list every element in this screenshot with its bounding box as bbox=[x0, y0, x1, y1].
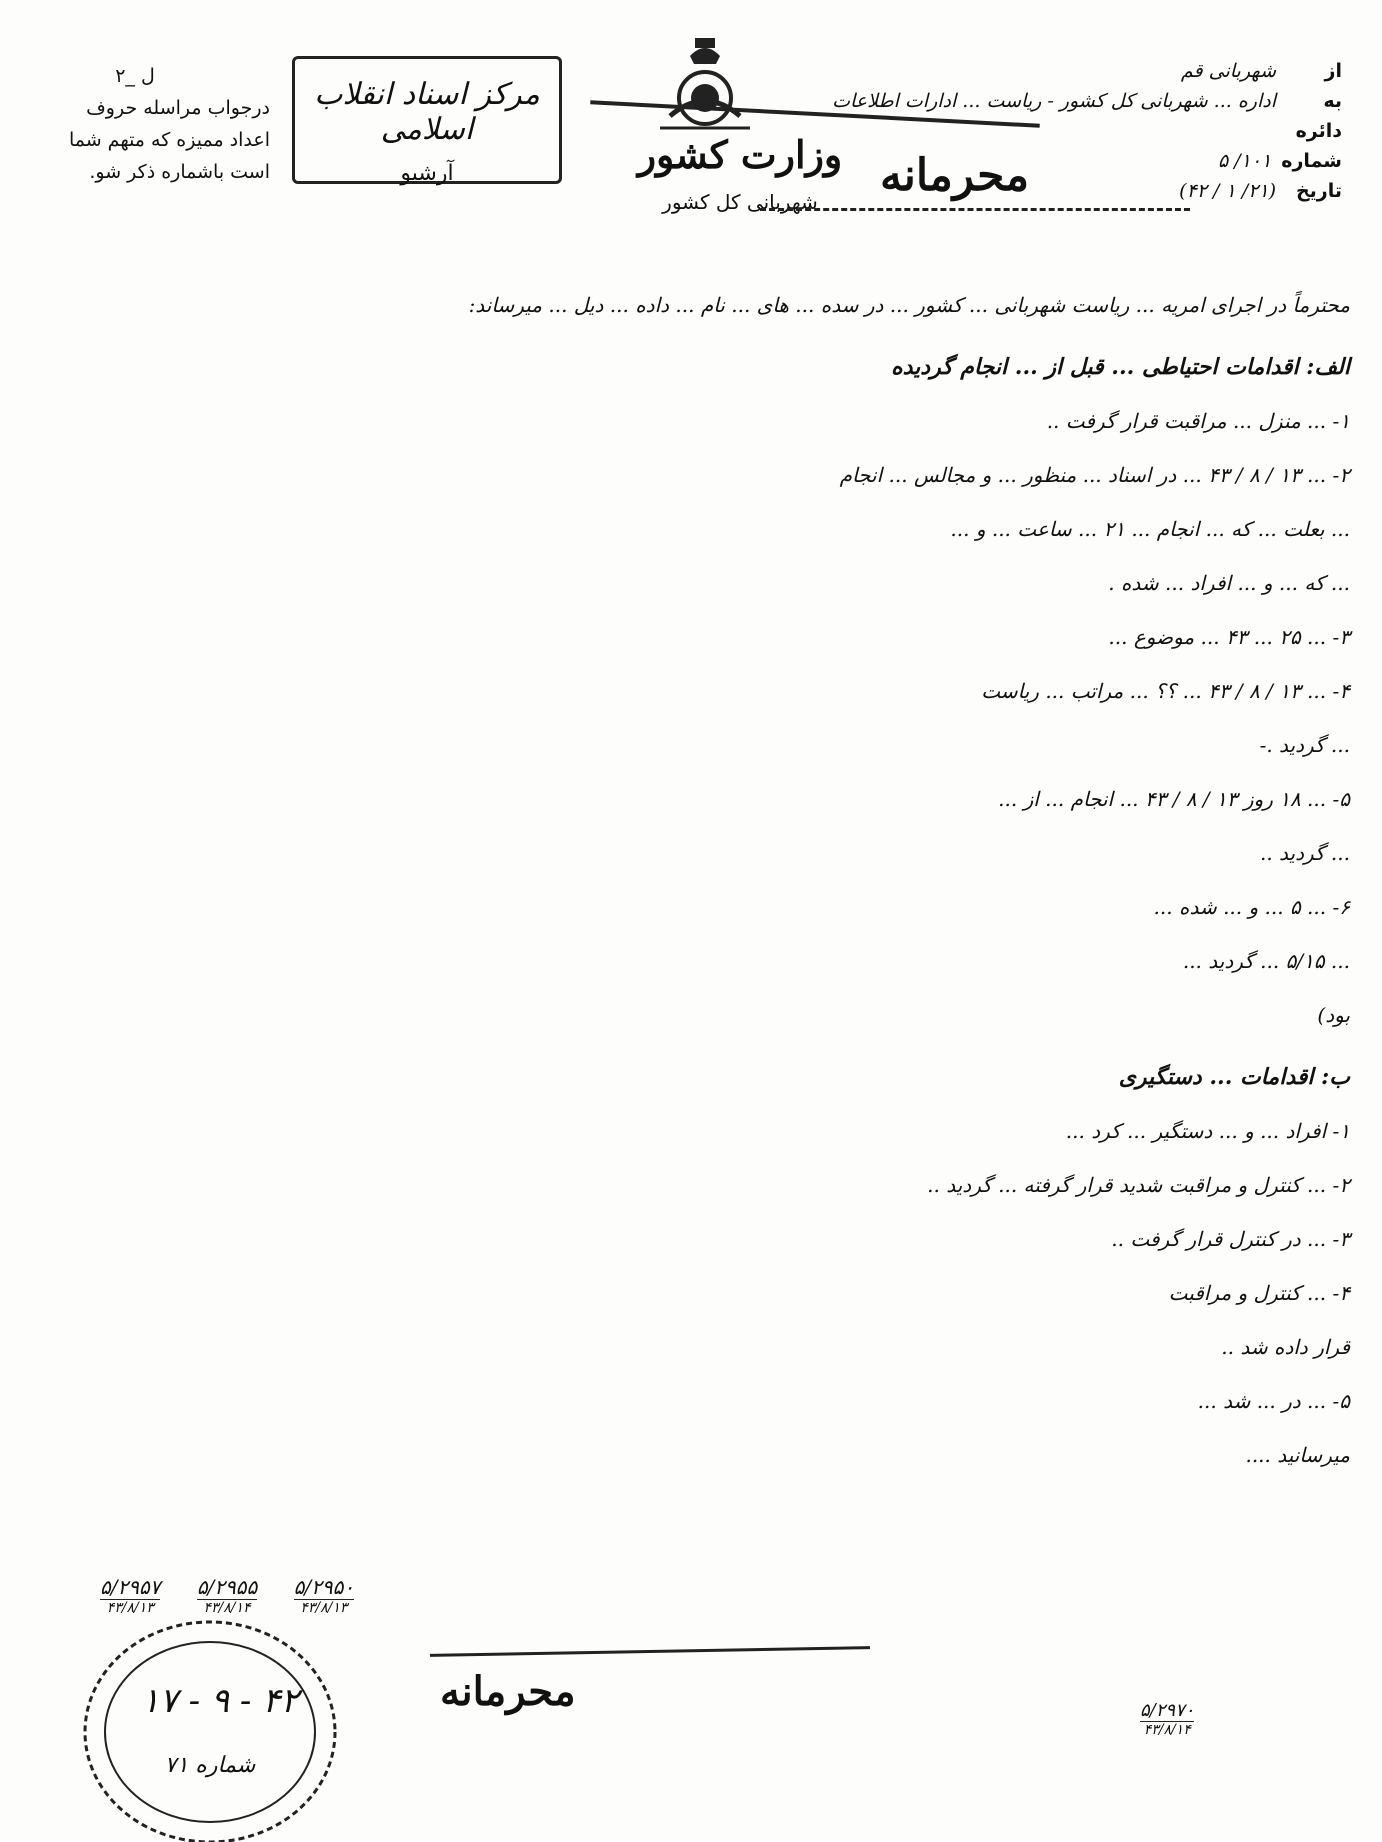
reference-date: ۴۳/۸/۱۴ bbox=[1140, 1721, 1194, 1738]
office-row bbox=[822, 116, 1342, 146]
reference-number: ۵/۲۹۵۰ bbox=[293, 1575, 355, 1599]
section-b-item: ۵- ... در ... شد ... bbox=[1197, 1389, 1350, 1413]
round-stamp-line2: شماره ۷۱ bbox=[164, 1753, 256, 1778]
reference-number: ۵/۲۹۷۰ bbox=[1140, 1700, 1195, 1721]
classification-top: محرمانه bbox=[880, 150, 1030, 201]
reference-number: ۵/۲۹۵۵ bbox=[196, 1575, 258, 1599]
to-row bbox=[822, 86, 1342, 116]
section-b-item: ۲- ... کنترل و مراقبت شدید قرار گرفته ... گردید .. bbox=[927, 1173, 1350, 1197]
lion-and-sun-emblem-icon bbox=[650, 36, 760, 136]
ministry-title: وزارت کشور bbox=[637, 132, 843, 177]
date-value: (۲۱/ ۱ / ۴۲) bbox=[1179, 180, 1276, 202]
archive-stamp-line1: مرکز اسناد انقلاب اسلامی bbox=[314, 77, 540, 147]
reply-instructions bbox=[40, 60, 270, 188]
section-a-item: ... که ... و ... افراد ... شده . bbox=[1108, 571, 1350, 595]
to-value: اداره ... شهربانی کل کشور - ریاست ... ادارات اطلاعات bbox=[832, 90, 1276, 112]
section-a-item: ... بعلت ... که ... انجام ... ۲۱ ... ساعت ... و ... bbox=[950, 517, 1350, 541]
from-value: شهربانی قم bbox=[1180, 60, 1276, 82]
reference-date: ۴۳/۸/۱۳ bbox=[100, 1599, 160, 1616]
date-row bbox=[822, 176, 1342, 206]
to-label: به bbox=[1323, 90, 1342, 112]
number-label: شماره bbox=[1281, 150, 1342, 172]
office-label: دائره bbox=[1295, 120, 1342, 142]
number-value: ۱۰۱/ ۵ bbox=[1217, 150, 1272, 172]
section-b-item: ۱- افراد ... و ... دستگیر ... کرد ... bbox=[1065, 1119, 1350, 1143]
section-b-item: ۴- ... کنترل و مراقبت bbox=[1168, 1281, 1350, 1305]
section-a-item: ... گردید .- bbox=[1259, 733, 1350, 757]
section-b-title: ب: اقدامات ... دستگیری bbox=[1118, 1064, 1350, 1090]
number-row bbox=[822, 146, 1342, 176]
reference-number: ۵/۲۹۵۷ bbox=[100, 1575, 161, 1599]
classification-bottom: محرمانه bbox=[440, 1668, 576, 1715]
letter-meta bbox=[822, 56, 1342, 206]
round-stamp bbox=[70, 1602, 410, 1842]
section-a-item: ... ۵/۱۵ ... گردید ... bbox=[1182, 949, 1350, 973]
section-b-item: ۳- ... در کنترل قرار گرفت .. bbox=[1111, 1227, 1350, 1251]
reference-date: ۴۳/۸/۱۳ bbox=[294, 1599, 354, 1616]
department-title: شهربانی کل کشور bbox=[662, 190, 818, 214]
section-a-title: الف: اقدامات احتیاطی ... قبل از ... انجام گردیده bbox=[891, 354, 1350, 380]
section-a-item: ... گردید .. bbox=[1259, 841, 1350, 865]
archive-stamp bbox=[292, 56, 562, 184]
section-a-item: بود) bbox=[1317, 1003, 1350, 1027]
section-a-item: ۶- ... ۵ ... و ... شده ... bbox=[1153, 895, 1350, 919]
date-label: تاریخ bbox=[1295, 180, 1342, 202]
section-a-item: ۴- ... ۱۳ / ۸ / ۴۳ ... ؟؟ ... مراتب ... ریاست bbox=[981, 679, 1350, 703]
reference-date: ۴۳/۸/۱۴ bbox=[197, 1599, 257, 1616]
section-a-item: ۳- ... ۲۵ ... ۴۳ ... موضوع ... bbox=[1108, 625, 1350, 649]
document-code: ل _۲ bbox=[115, 65, 155, 87]
from-label: از bbox=[1324, 60, 1342, 82]
signature-rule bbox=[430, 1646, 870, 1657]
section-a-item: ۱- ... منزل ... مراقبت قرار گرفت .. bbox=[1046, 409, 1350, 433]
letter-body bbox=[90, 278, 1350, 1482]
reply-line-1: درجواب مراسله حروف bbox=[86, 97, 270, 119]
dashed-rule bbox=[760, 208, 1190, 211]
intro-paragraph: محترماً در اجرای امریه ... ریاست شهربانی ... کشور ... در سده ... های ... نام ... داده ... دیل ... میرساند: bbox=[468, 293, 1350, 317]
reply-line-3: است باشماره ذکر شو. bbox=[89, 161, 270, 183]
section-b-item: قرار داده شد .. bbox=[1221, 1335, 1350, 1359]
section-a-item: ۲- ... ۱۳ / ۸ / ۴۳ ... در اسناد ... منظور ... و مجالس ... انجام bbox=[839, 463, 1350, 487]
section-a-item: ۵- ... ۱۸ روز ۱۳ / ۸ / ۴۳ ... انجام ... از ... bbox=[998, 787, 1350, 811]
archive-stamp-line2: آرشیو bbox=[400, 161, 454, 186]
reply-line-2: اعداد ممیزه که متهم شما bbox=[68, 129, 270, 151]
round-stamp-line1: ۱۷ - ۹ - ۴۲ bbox=[141, 1681, 299, 1721]
from-row bbox=[822, 56, 1342, 86]
reference-item-last bbox=[1140, 1700, 1194, 1738]
closing-line: میرسانید .... bbox=[1245, 1443, 1350, 1467]
